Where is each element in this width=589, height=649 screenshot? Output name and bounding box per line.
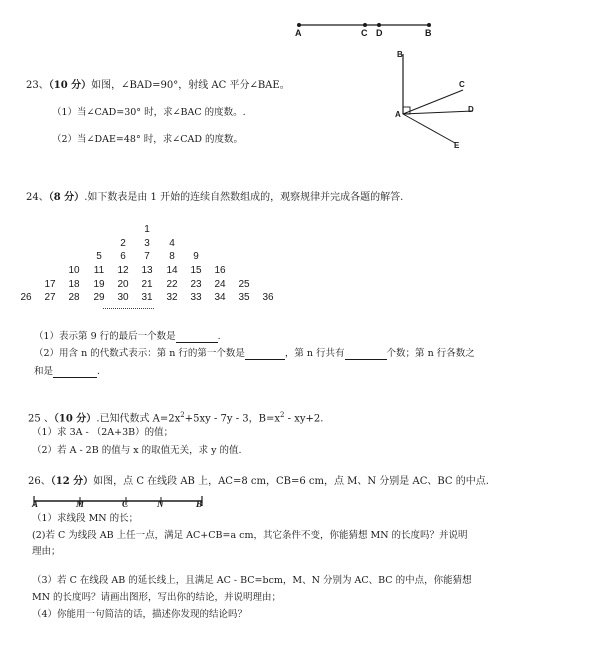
triangle-continuation-dots: ·························· [102, 303, 154, 313]
q24-stem: .如下数表是由 1 开始的连续自然数组成的，观察规律并完成各题的解答. [84, 192, 404, 203]
q26-stem: 如图，点 C 在线段 AB 上，AC=8 cm，CB=6 cm，点 M、N 分别是 AC、BC 的中点. [93, 476, 489, 487]
triangle-cell: 26 [20, 292, 32, 303]
triangle-cell: 36 [262, 292, 274, 303]
segment-label-b: B [196, 499, 203, 509]
q26-part3-line2: MN 的长度吗？请画出图形，写出你的结论，并说明理由； [32, 592, 282, 603]
q24-part1 [34, 331, 221, 343]
triangle-cell: 32 [166, 292, 178, 303]
answer-blank-4[interactable] [53, 367, 97, 378]
triangle-cell: 23 [190, 279, 202, 290]
triangle-cell: 14 [166, 265, 178, 276]
q26-part4: （4）你能用一句简洁的话，描述你发现的结论吗？ [32, 609, 248, 620]
angle-label-b: B [397, 50, 403, 59]
q24-part2 [34, 348, 475, 360]
q24-number: 24、 [26, 192, 49, 203]
q25-stem-a: .已知代数式 A=2x [96, 413, 181, 425]
triangle-cell: 6 [120, 251, 126, 262]
triangle-cell: 1 [144, 224, 150, 235]
q24-part1-end: . [217, 331, 221, 342]
triangle-cell: 33 [190, 292, 202, 303]
q25-part2: （2）若 A - 2B 的值与 x 的取值无关，求 y 的值. [32, 445, 242, 456]
triangle-cell: 5 [96, 251, 102, 262]
triangle-cell: 34 [214, 292, 226, 303]
q24-part2-text-b: ，第 n 行共有 [284, 348, 345, 359]
point-b-label: B [425, 28, 432, 38]
q26-number: 26、 [28, 476, 51, 487]
segment-label-a: A [32, 499, 39, 509]
q24-heading [26, 192, 403, 204]
q23-stem: 如图，∠BAD=90°，射线 AC 平分∠BAE。 [91, 80, 290, 91]
q23-heading [26, 80, 290, 92]
triangle-cell: 19 [93, 279, 105, 290]
triangle-cell: 30 [117, 292, 129, 303]
point-d-label: D [376, 28, 383, 38]
segment-label-c: C [122, 499, 129, 509]
answer-blank-3[interactable] [345, 349, 387, 360]
q26-part1: （1）求线段 MN 的长； [32, 513, 139, 524]
q25-part1: （1）求 3A - （2A+3B）的值； [32, 427, 174, 438]
triangle-cell: 15 [190, 265, 202, 276]
triangle-cell: 21 [141, 279, 153, 290]
triangle-cell: 10 [68, 265, 80, 276]
triangle-cell: 12 [117, 265, 129, 276]
triangle-cell: 16 [214, 265, 226, 276]
angle-label-c: C [459, 80, 465, 89]
q26-part3-line1: （3）若 C 在线段 AB 的延长线上，且满足 AC - BC=bcm，M、N 分别为 AC、BC 的中点，你能猜想 [32, 575, 472, 586]
triangle-cell: 18 [68, 279, 80, 290]
q24-part2-text-e: . [97, 366, 101, 377]
q24-score: （8 分） [48, 192, 85, 203]
angle-figure [393, 50, 493, 160]
triangle-cell: 2 [120, 238, 126, 249]
q24-part1-text: （1）表示第 9 行的最后一个数是 [34, 331, 176, 342]
q25-exponent-2: 2 [280, 411, 285, 419]
q25-number: 25 、 [28, 413, 54, 425]
triangle-cell: 35 [238, 292, 250, 303]
q25-stem-c: - xy+2. [284, 413, 324, 425]
q24-part2-text-d: 和是 [34, 366, 54, 377]
angle-label-a: A [395, 110, 401, 119]
q25-heading [28, 409, 323, 425]
triangle-cell: 3 [144, 238, 150, 249]
triangle-cell: 28 [68, 292, 80, 303]
answer-blank-1[interactable] [176, 332, 218, 343]
q25-score: （10 分） [53, 413, 97, 425]
q24-part2-text-a: （2）用含 n 的代数式表示：第 n 行的第一个数是 [34, 348, 245, 359]
segment-label-m: M [76, 499, 85, 509]
triangle-cell: 11 [93, 265, 105, 276]
triangle-cell: 8 [169, 251, 175, 262]
point-a-label: A [295, 28, 302, 38]
point-c-label: C [361, 28, 368, 38]
q25-stem-b: +5xy - 7y - 3，B=x [184, 413, 280, 425]
q23-number: 23、 [26, 80, 49, 91]
triangle-cell: 4 [169, 238, 175, 249]
triangle-cell: 13 [141, 265, 153, 276]
answer-blank-2[interactable] [245, 349, 285, 360]
triangle-cell: 29 [93, 292, 105, 303]
triangle-cell: 17 [44, 279, 56, 290]
q26-heading [28, 476, 489, 488]
triangle-cell: 22 [166, 279, 178, 290]
q25-exponent-1: 2 [180, 411, 185, 419]
triangle-cell: 25 [238, 279, 250, 290]
segment-amcnb-drawing [30, 494, 210, 508]
triangle-cell: 9 [193, 251, 199, 262]
segment-label-n: N [157, 499, 164, 509]
angle-label-e: E [454, 141, 460, 150]
q24-part2-text-c: 个数；第 n 行各数之 [386, 348, 475, 359]
triangle-cell: 27 [44, 292, 56, 303]
triangle-cell: 24 [214, 279, 226, 290]
q23-score: （10 分） [48, 80, 92, 91]
q26-part2-line2: 理由； [32, 546, 61, 557]
q26-score: （12 分） [50, 476, 94, 487]
q23-part2: （2）当∠DAE=48° 时，求∠CAD 的度数。 [52, 134, 243, 145]
angle-label-d: D [468, 105, 474, 114]
q24-part2-cont [34, 366, 100, 378]
q23-part1: （1）当∠CAD=30° 时，求∠BAC 的度数。. [52, 107, 246, 118]
triangle-cell: 31 [141, 292, 153, 303]
triangle-cell: 7 [144, 251, 150, 262]
triangle-cell: 20 [117, 279, 129, 290]
q26-part2-line1: (2)若 C 为线段 AB 上任一点，满足 AC+CB=a cm，其它条件不变，你能猜想 MN 的长度吗？并说明 [32, 530, 468, 541]
